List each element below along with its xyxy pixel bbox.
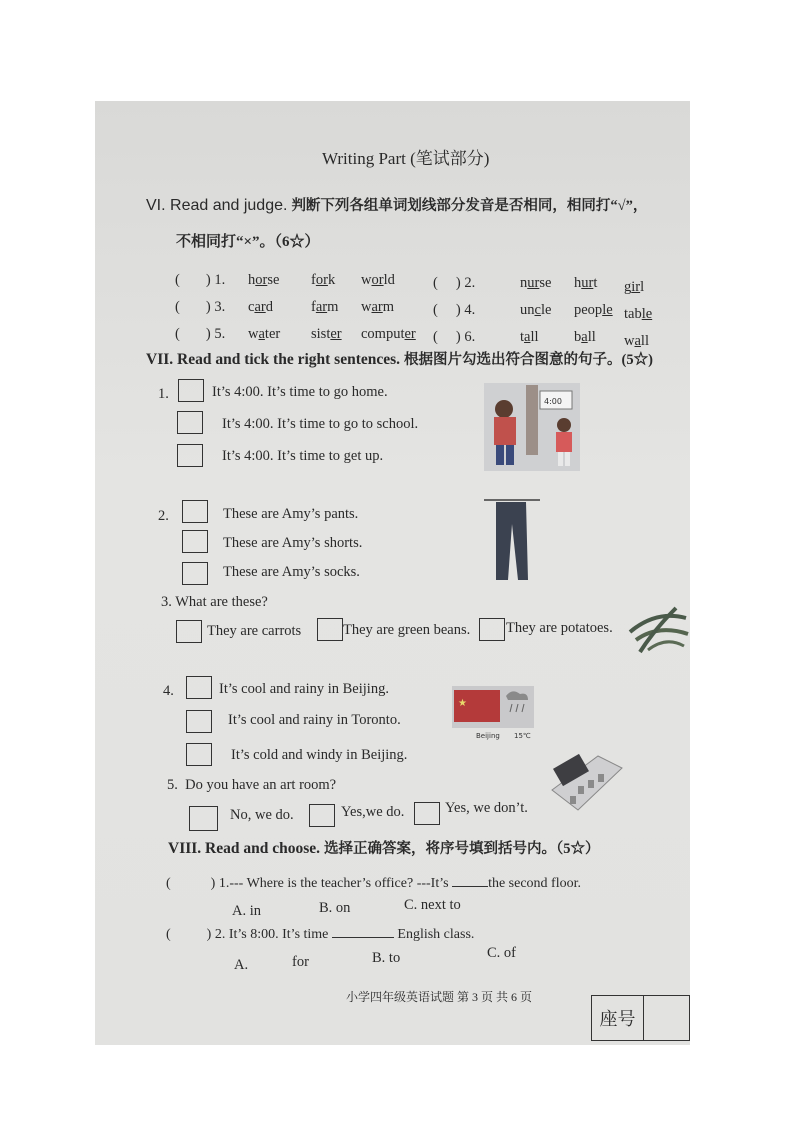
judge-item[interactable]: ( ) 6. — [433, 329, 476, 345]
section-7-heading: VII. Read and tick the right sentences. 根据图片勾选出符合图意的句子。(5☆) — [146, 351, 653, 368]
judge-item[interactable]: ( ) 4. — [433, 302, 476, 318]
judge-item-number: 6. — [460, 329, 476, 345]
pants-image — [482, 494, 544, 584]
q1-number: 1. — [158, 386, 169, 402]
tick-box[interactable] — [479, 618, 505, 641]
judge-word: world — [361, 272, 395, 288]
option-text: It’s cool and rainy in Toronto. — [228, 712, 401, 728]
judge-word: ball — [574, 329, 596, 345]
option-text: They are potatoes. — [506, 620, 613, 636]
option-text: It’s cool and rainy in Beijing. — [219, 681, 389, 697]
weather-city: Beijing — [476, 732, 500, 740]
weather-temp: 15℃ — [514, 732, 531, 740]
section-6-heading: VI. Read and judge. 判断下列各组单词划线部分发音是否相同，相同打“√”， — [146, 197, 648, 214]
option-text: They are carrots — [207, 623, 302, 639]
judge-item-number: 1. — [210, 272, 226, 288]
judge-item[interactable]: ( ) 2. — [433, 275, 476, 291]
q2-number: 2. — [158, 508, 169, 524]
judge-word: card — [248, 299, 273, 315]
option-text: Yes,we do. — [341, 804, 405, 820]
option-a-text: for — [292, 954, 309, 970]
q5-question: 5. Do you have an art room? — [167, 777, 337, 793]
option-text: These are Amy’s pants. — [223, 506, 359, 522]
answer-blank[interactable] — [332, 937, 394, 938]
option-text: It’s 4:00. It’s time to go home. — [212, 384, 388, 400]
tick-box[interactable] — [317, 618, 343, 641]
tick-box[interactable] — [186, 710, 212, 733]
option-text: It’s 4:00. It’s time to get up. — [222, 448, 384, 464]
clock-label: 4:00 — [544, 397, 562, 406]
option-b: B. to — [372, 950, 401, 966]
tick-box[interactable] — [186, 743, 212, 766]
tick-box[interactable] — [189, 806, 218, 831]
judge-word: tall — [520, 329, 539, 345]
q3-question: 3. What are these? — [161, 594, 268, 610]
seat-number-label: 座号 — [592, 996, 644, 1040]
tick-box[interactable] — [309, 804, 335, 827]
option-text: Yes, we don’t. — [445, 800, 528, 816]
answer-blank[interactable] — [452, 886, 488, 887]
green-beans-image — [626, 600, 690, 656]
judge-word: sister — [311, 326, 342, 342]
seat-number-box — [591, 995, 690, 1041]
option-b: B. on — [319, 900, 351, 916]
judge-word: table — [624, 306, 653, 322]
option-text: It’s 4:00. It’s time to go to school. — [222, 416, 419, 432]
option-c: C. of — [487, 945, 516, 961]
option-a: A. — [234, 957, 249, 973]
tick-box[interactable] — [177, 411, 203, 434]
judge-word: uncle — [520, 302, 552, 318]
judge-word: water — [248, 326, 281, 342]
judge-item[interactable]: ( ) 3. — [175, 299, 226, 315]
option-text: They are green beans. — [343, 622, 471, 638]
tick-box[interactable] — [177, 444, 203, 467]
option-text: These are Amy’s shorts. — [223, 535, 363, 551]
section-6-heading-cont: 不相同打“×”。（6☆） — [176, 234, 320, 250]
svg-text:★: ★ — [458, 698, 467, 709]
tick-box[interactable] — [182, 500, 208, 523]
tick-box[interactable] — [178, 379, 204, 402]
judge-item-number: 2. — [460, 275, 476, 291]
judge-item-number: 4. — [460, 302, 476, 318]
judge-word: warm — [361, 299, 395, 315]
page-footer: 小学四年级英语试题 第 3 页 共 6 页 — [346, 990, 533, 1004]
choice-question-1: ( ) 1.--- Where is the teacher’s office? ---It’s the second floor. — [166, 876, 581, 891]
judge-word: farm — [311, 299, 339, 315]
tick-box[interactable] — [414, 802, 440, 825]
judge-word: hurt — [574, 275, 598, 291]
seat-number-field[interactable] — [644, 996, 689, 1040]
tick-box[interactable] — [182, 562, 208, 585]
option-a: A. in — [232, 903, 261, 919]
choice-question-2: ( ) 2. It’s 8:00. It’s time English class. — [166, 927, 475, 942]
art-room-image — [548, 750, 624, 814]
judge-word: horse — [248, 272, 280, 288]
option-text: It’s cold and windy in Beijing. — [231, 747, 408, 763]
clock-scene-image — [484, 383, 580, 471]
judge-word: computer — [361, 326, 416, 342]
option-c: C. next to — [404, 897, 461, 913]
tick-box[interactable] — [176, 620, 202, 643]
q4-number: 4. — [163, 683, 174, 699]
weather-image — [452, 686, 536, 742]
judge-item[interactable]: ( ) 1. — [175, 272, 226, 288]
judge-word: girl — [624, 279, 645, 295]
judge-item-number: 5. — [210, 326, 226, 342]
judge-word: nurse — [520, 275, 552, 291]
judge-word: wall — [624, 333, 649, 349]
tick-box[interactable] — [182, 530, 208, 553]
judge-word: fork — [311, 272, 336, 288]
option-text: No, we do. — [230, 807, 294, 823]
option-text: These are Amy’s socks. — [223, 564, 360, 580]
judge-word: people — [574, 302, 613, 318]
page-title: Writing Part (笔试部分) — [322, 149, 490, 168]
tick-box[interactable] — [186, 676, 212, 699]
section-8-heading: VIII. Read and choose. 选择正确答案，将序号填到括号内。（5☆） — [168, 840, 600, 857]
judge-item-number: 3. — [210, 299, 226, 315]
judge-item[interactable]: ( ) 5. — [175, 326, 226, 342]
